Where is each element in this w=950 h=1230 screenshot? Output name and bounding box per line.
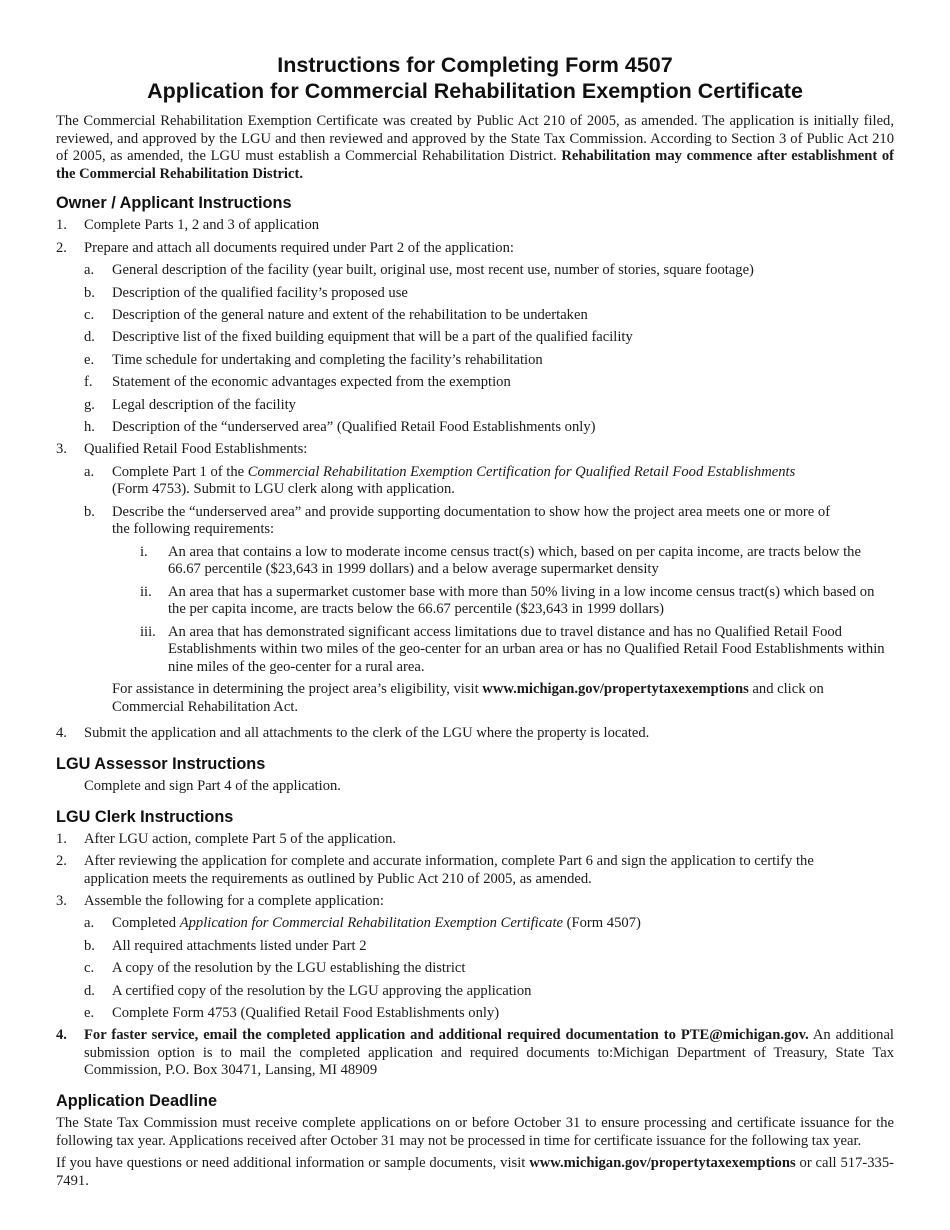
form-4753-title: Commercial Rehabilitation Exemption Certification for Qualified Retail Food Establishments [247,463,796,480]
eligibility-note: For assistance in determining the project area’s eligibility, visit www.michigan.gov/propertytaxexemptions and click on Commercial Rehabilitation Act. [112,681,824,715]
email-instruction: For faster service, email the completed application and additional required documentation to PTE@michigan.gov. [84,1027,809,1044]
owner-item2-sublist [56,262,894,436]
list-item: b. Description of the qualified facility’s proposed use [84,284,408,301]
owner-heading: Owner / Applicant Instructions [56,194,292,213]
title-line-1: Instructions for Completing Form 4507 [277,53,673,77]
list-item: 3. Assemble the following for a complete application: [56,892,384,909]
list-item: 1. Complete Parts 1, 2 and 3 of application [56,217,320,234]
deadline-heading: Application Deadline [56,1092,218,1111]
list-item: ii. An area that has a supermarket customer base with more than 50% living in a low income census tract(s) which based on the per capita income, are tracts below the 66.67 percentile ($23,643 in 1999 dollars) [140,583,875,618]
assessor-heading: LGU Assessor Instructions [56,754,266,773]
intro-paragraph: The Commercial Rehabilitation Exemption Certificate was created by Public Act 210 of 2005, as amended. The application is initially filed, reviewed, and approved by the LGU and then reviewed and approved by the State Tax Commission. According to Section 3 of Public Act 210 of 2005, as amended, the LGU must establish a Commercial Rehabilitation District. Rehabilitation may commence after establishment of the Commercial Rehabilitation District. [56,113,894,182]
list-item: 4. Submit the application and all attachments to the clerk of the LGU where the property is located. [56,725,650,742]
list-item: a. Complete Part 1 of the Commercial Rehabilitation Exemption Certification for Qualified Retail Food Establishments (Form 4753). Submit to LGU clerk along with application. [84,463,796,498]
list-item: g. Legal description of the facility [84,396,296,413]
list-item: 2. Prepare and attach all documents required under Part 2 of the application: [56,239,514,256]
list-item: a. General description of the facility (year built, original use, most recent use, number of stories, square footage) [84,262,754,279]
list-item: f. Statement of the economic advantages expected from the exemption [84,374,511,391]
list-item: c. A copy of the resolution by the LGU establishing the district [84,960,466,977]
clerk-heading: LGU Clerk Instructions [56,807,234,826]
list-item: b. Describe the “underserved area” and provide supporting documentation to show how the project area meets one or more of the following requirements: [84,503,831,538]
intro-emphasis: Rehabilitation may commence after establishment of the Commercial Rehabilitation District. [56,148,894,182]
list-item: i. An area that contains a low to moderate income census tract(s) which, based on per capita income, are tracts below the 66.67 percentile ($23,643 in 1999 dollars) and a below average supermarket density [140,543,861,578]
list-item: a. Completed Application for Commercial Rehabilitation Exemption Certificate (Form 4507) [84,915,641,932]
assessor-text: Complete and sign Part 4 of the application. [84,777,341,794]
property-tax-exemptions-link[interactable]: www.michigan.gov/propertytaxexemptions [529,1155,796,1172]
page-title [56,0,894,104]
list-item: e. Time schedule for undertaking and completing the facility’s rehabilitation [84,351,543,368]
list-item: c. Description of the general nature and extent of the rehabilitation to be undertaken [84,306,588,323]
list-item: b. All required attachments listed under Part 2 [84,937,367,954]
list-item: d. A certified copy of the resolution by the LGU approving the application [84,982,532,999]
list-item: h. Description of the “underserved area” (Qualified Retail Food Establishments only) [84,418,596,435]
list-item: d. Descriptive list of the fixed building equipment that will be a part of the qualified facility [84,329,633,346]
list-item: 1. After LGU action, complete Part 5 of the application. [56,830,397,847]
contact-text: If you have questions or need additional information or sample documents, visit www.michigan.gov/propertytaxexemptions or call 517-335-7491. [56,1155,894,1189]
list-item: 2. After reviewing the application for complete and accurate information, complete Part 6 and sign the application to certify the application meets the requirements as outlined by Public Act 210 of 2005, as amended. [56,852,814,887]
list-item: 3. Qualified Retail Food Establishments: [56,441,308,458]
property-tax-exemptions-link[interactable]: www.michigan.gov/propertytaxexemptions [482,681,749,698]
title-line-2: Application for Commercial Rehabilitation Exemption Certificate [147,79,803,103]
list-item: e. Complete Form 4753 (Qualified Retail Food Establishments only) [84,1004,500,1021]
form-4507-title: Application for Commercial Rehabilitation Exemption Certificate [179,915,564,932]
list-item: iii. An area that has demonstrated significant access limitations due to travel distance and has no Qualified Retail Food Establishments within two miles of the geo-center for an urban area or has no Qualified Retail Food Establishments within nine miles of the geo-center for a rural area. [140,623,885,675]
list-item: 4. For faster service, email the completed application and additional required documentation to PTE@michigan.gov. An additional submission option is to mail the completed application and required documents to:Michigan Department of Treasury, State Tax Commission, P.O. Box 30471, Lansing, MI 48909 [56,1027,894,1079]
deadline-text: The State Tax Commission must receive complete applications on or before October 31 to ensure processing and certificate issuance for the following tax year. Applications received after October 31 may not be processed in time for certificate issuance for the following tax year. [56,1115,894,1149]
